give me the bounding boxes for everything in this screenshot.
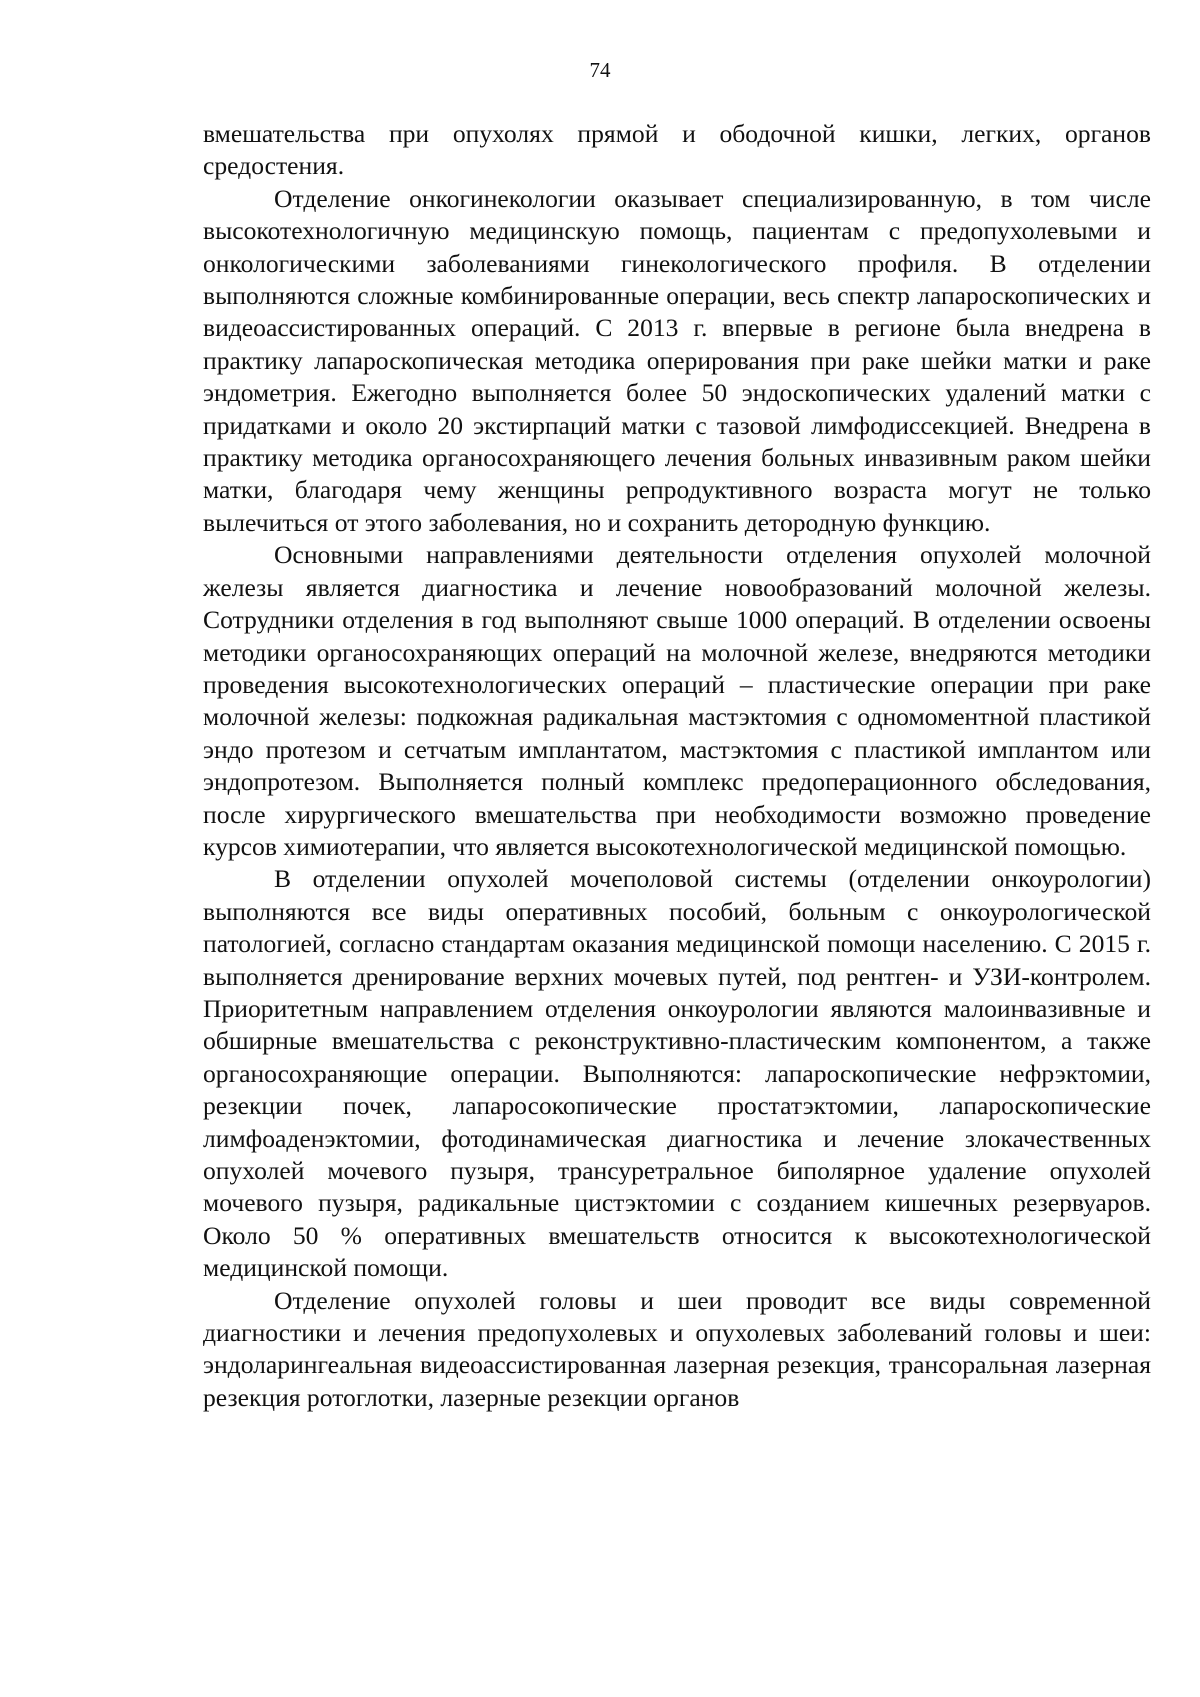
paragraph-continuation: вмешательства при опухолях прямой и ободочной кишки, легких, органов средостения. (203, 119, 1151, 181)
paragraph-head-neck: Отделение опухолей головы и шеи проводит все виды современной диагностики и лечения предопухолевых и опухолевых заболеваний головы и шеи: эндоларингеальная видеоассистированная лазерная резекция, трансоральная лазерная резекция ротоглотки, лазерные резекции органов (203, 1285, 1151, 1412)
document-body (203, 118, 1151, 1414)
paragraph-breast-tumors: Основными направлениями деятельности отделения опухолей молочной железы является диагностика и лечение новообразований молочной железы. Сотрудники отделения в год выполняют свыше 1000 операций. В отделении освоены методики органосохраняющих операций на молочной железе, внедряются методики проведения высокотехнологических операций – пластические операции при раке молочной железы: подкожная радикальная мастэктомия с одномоментной пластикой эндо протезом и сетчатым имплантатом, мастэктомия с пластикой имплантом или эндопротезом. Выполняется полный комплекс предоперационного обследования, после хирургического вмешательства при необходимости возможно проведение курсов химиотерапии, что является высокотехнологической медицинской помощью. (203, 540, 1151, 861)
page-number: 74 (589, 58, 611, 82)
paragraph-oncourology: В отделении опухолей мочеполовой системы (отделении онкоурологии) выполняются все виды оперативных пособий, больным с онкоурологической патологией, согласно стандартам оказания медицинской помощи населению. С 2015 г. выполняется дренирование верхних мочевых путей, под рентген- и УЗИ-контролем. Приоритетным направлением отделения онкоурологии являются малоинвазивные и обширные вмешательства с реконструктивно-пластическим компонентом, а также органосохраняющие операции. Выполняются: лапароскопические нефрэктомии, резекции почек, лапаросокопические простатэктомии, лапароскопические лимфоаденэктомии, фотодинамическая диагностика и лечение злокачественных опухолей мочевого пузыря, трансуретральное биполярное удаление опухолей мочевого пузыря, радикальные цистэктомии с созданием кишечных резервуаров. Около 50 % оперативных вмешательств относится к высокотехнологической медицинской помощи. (203, 864, 1151, 1283)
paragraph-oncogynecology: Отделение онкогинекологии оказывает специализированную, в том числе высокотехнологичную медицинскую помощь, пациентам с предопухолевыми и онкологическими заболеваниями гинекологического профиля. В отделении выполняются сложные комбинированные операции, весь спектр лапароскопических и видеоассистированных операций. С 2013 г. впервые в регионе была внедрена в практику лапароскопическая методика оперирования при раке шейки матки и раке эндометрия. Ежегодно выполняется более 50 эндоскопических удалений матки с придатками и около 20 экстирпаций матки с тазовой лимфодиссекцией. Внедрена в практику методика органосохраняющего лечения больных инвазивным раком шейки матки, благодаря чему женщины репродуктивного возраста могут не только вылечиться от этого заболевания, но и сохранить детородную функцию. (203, 183, 1151, 537)
